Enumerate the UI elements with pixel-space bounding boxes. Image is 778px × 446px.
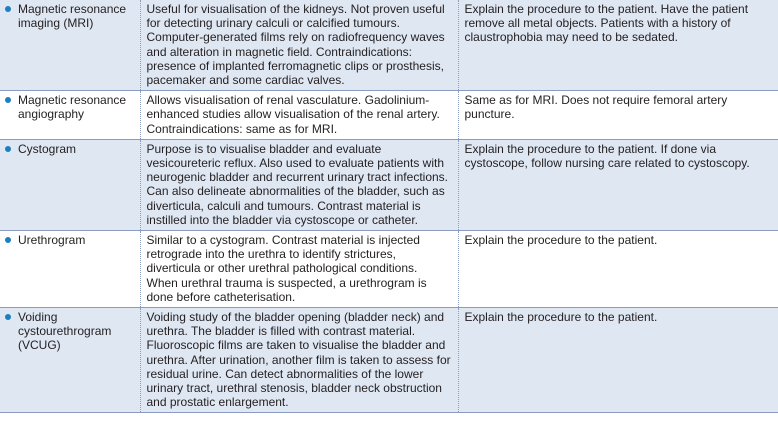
description-cell: Similar to a cystogram. Contrast material is injected retrograde into the urethra to identify strictures, diverticula or other urethral pathological conditions. When urethral trauma is suspected, a urethrogram is done before catheterisation.: [140, 231, 458, 308]
test-name: Magnetic resonance angiography: [18, 93, 127, 122]
nursing-cell: Explain the procedure to the patient.: [458, 231, 778, 308]
test-name: Voiding cystourethrogram (VCUG): [18, 310, 112, 353]
test-name: Magnetic resonance imaging (MRI): [18, 2, 127, 31]
test-name: Cystogram: [18, 141, 77, 156]
test-name: Urethrogram: [18, 233, 86, 248]
nursing-cell: Explain the procedure to the patient. Have the patient remove all metal objects. Patients with a history of claustrophobia may need to be sedated.: [458, 0, 778, 91]
table-row: [0, 139, 778, 230]
bullet-icon: [5, 97, 11, 103]
bullet-icon: [5, 6, 11, 12]
bullet-icon: [5, 237, 11, 243]
test-cell: [0, 308, 140, 413]
nursing-cell: Same as for MRI. Does not require femoral artery puncture.: [458, 91, 778, 140]
description-cell: Useful for visualisation of the kidneys. Not proven useful for detecting urinary calculi or calcified tumours. Computer-generated films rely on radiofrequency waves and alteration in magnetic field. Contraindications: presence of implanted ferromagnetic clips or prosthesis, pacemaker and some cardiac valves.: [140, 0, 458, 91]
description-cell: Voiding study of the bladder opening (bladder neck) and urethra. The bladder is filled with contrast material. Fluoroscopic films are taken to visualise the bladder and urethra. After urination, another film is taken to assess for residual urine. Can detect abnormalities of the lower urinary tract, urethral stenosis, bladder neck obstruction and prostatic enlargement.: [140, 308, 458, 413]
test-cell: [0, 139, 140, 230]
test-cell: [0, 0, 140, 91]
test-cell: [0, 231, 140, 308]
nursing-cell: Explain the procedure to the patient.: [458, 308, 778, 413]
table-row: [0, 91, 778, 140]
table-row: [0, 231, 778, 308]
test-cell: [0, 91, 140, 140]
bullet-icon: [5, 146, 11, 152]
table-row: [0, 0, 778, 91]
description-cell: Allows visualisation of renal vasculature. Gadolinium-enhanced studies allow visualisation of the renal artery. Contraindications: same as for MRI.: [140, 91, 458, 140]
nursing-cell: Explain the procedure to the patient. If done via cystoscope, follow nursing care related to cystoscopy.: [458, 139, 778, 230]
bullet-icon: [5, 314, 11, 320]
table-row: [0, 308, 778, 413]
description-cell: Purpose is to visualise bladder and evaluate vesicoureteric reflux. Also used to evaluate patients with neurogenic bladder and recurrent urinary tract infections. Can also delineate abnormalities of the bladder, such as diverticula, calculi and tumours. Contrast material is instilled into the bladder via cystoscope or catheter.: [140, 139, 458, 230]
